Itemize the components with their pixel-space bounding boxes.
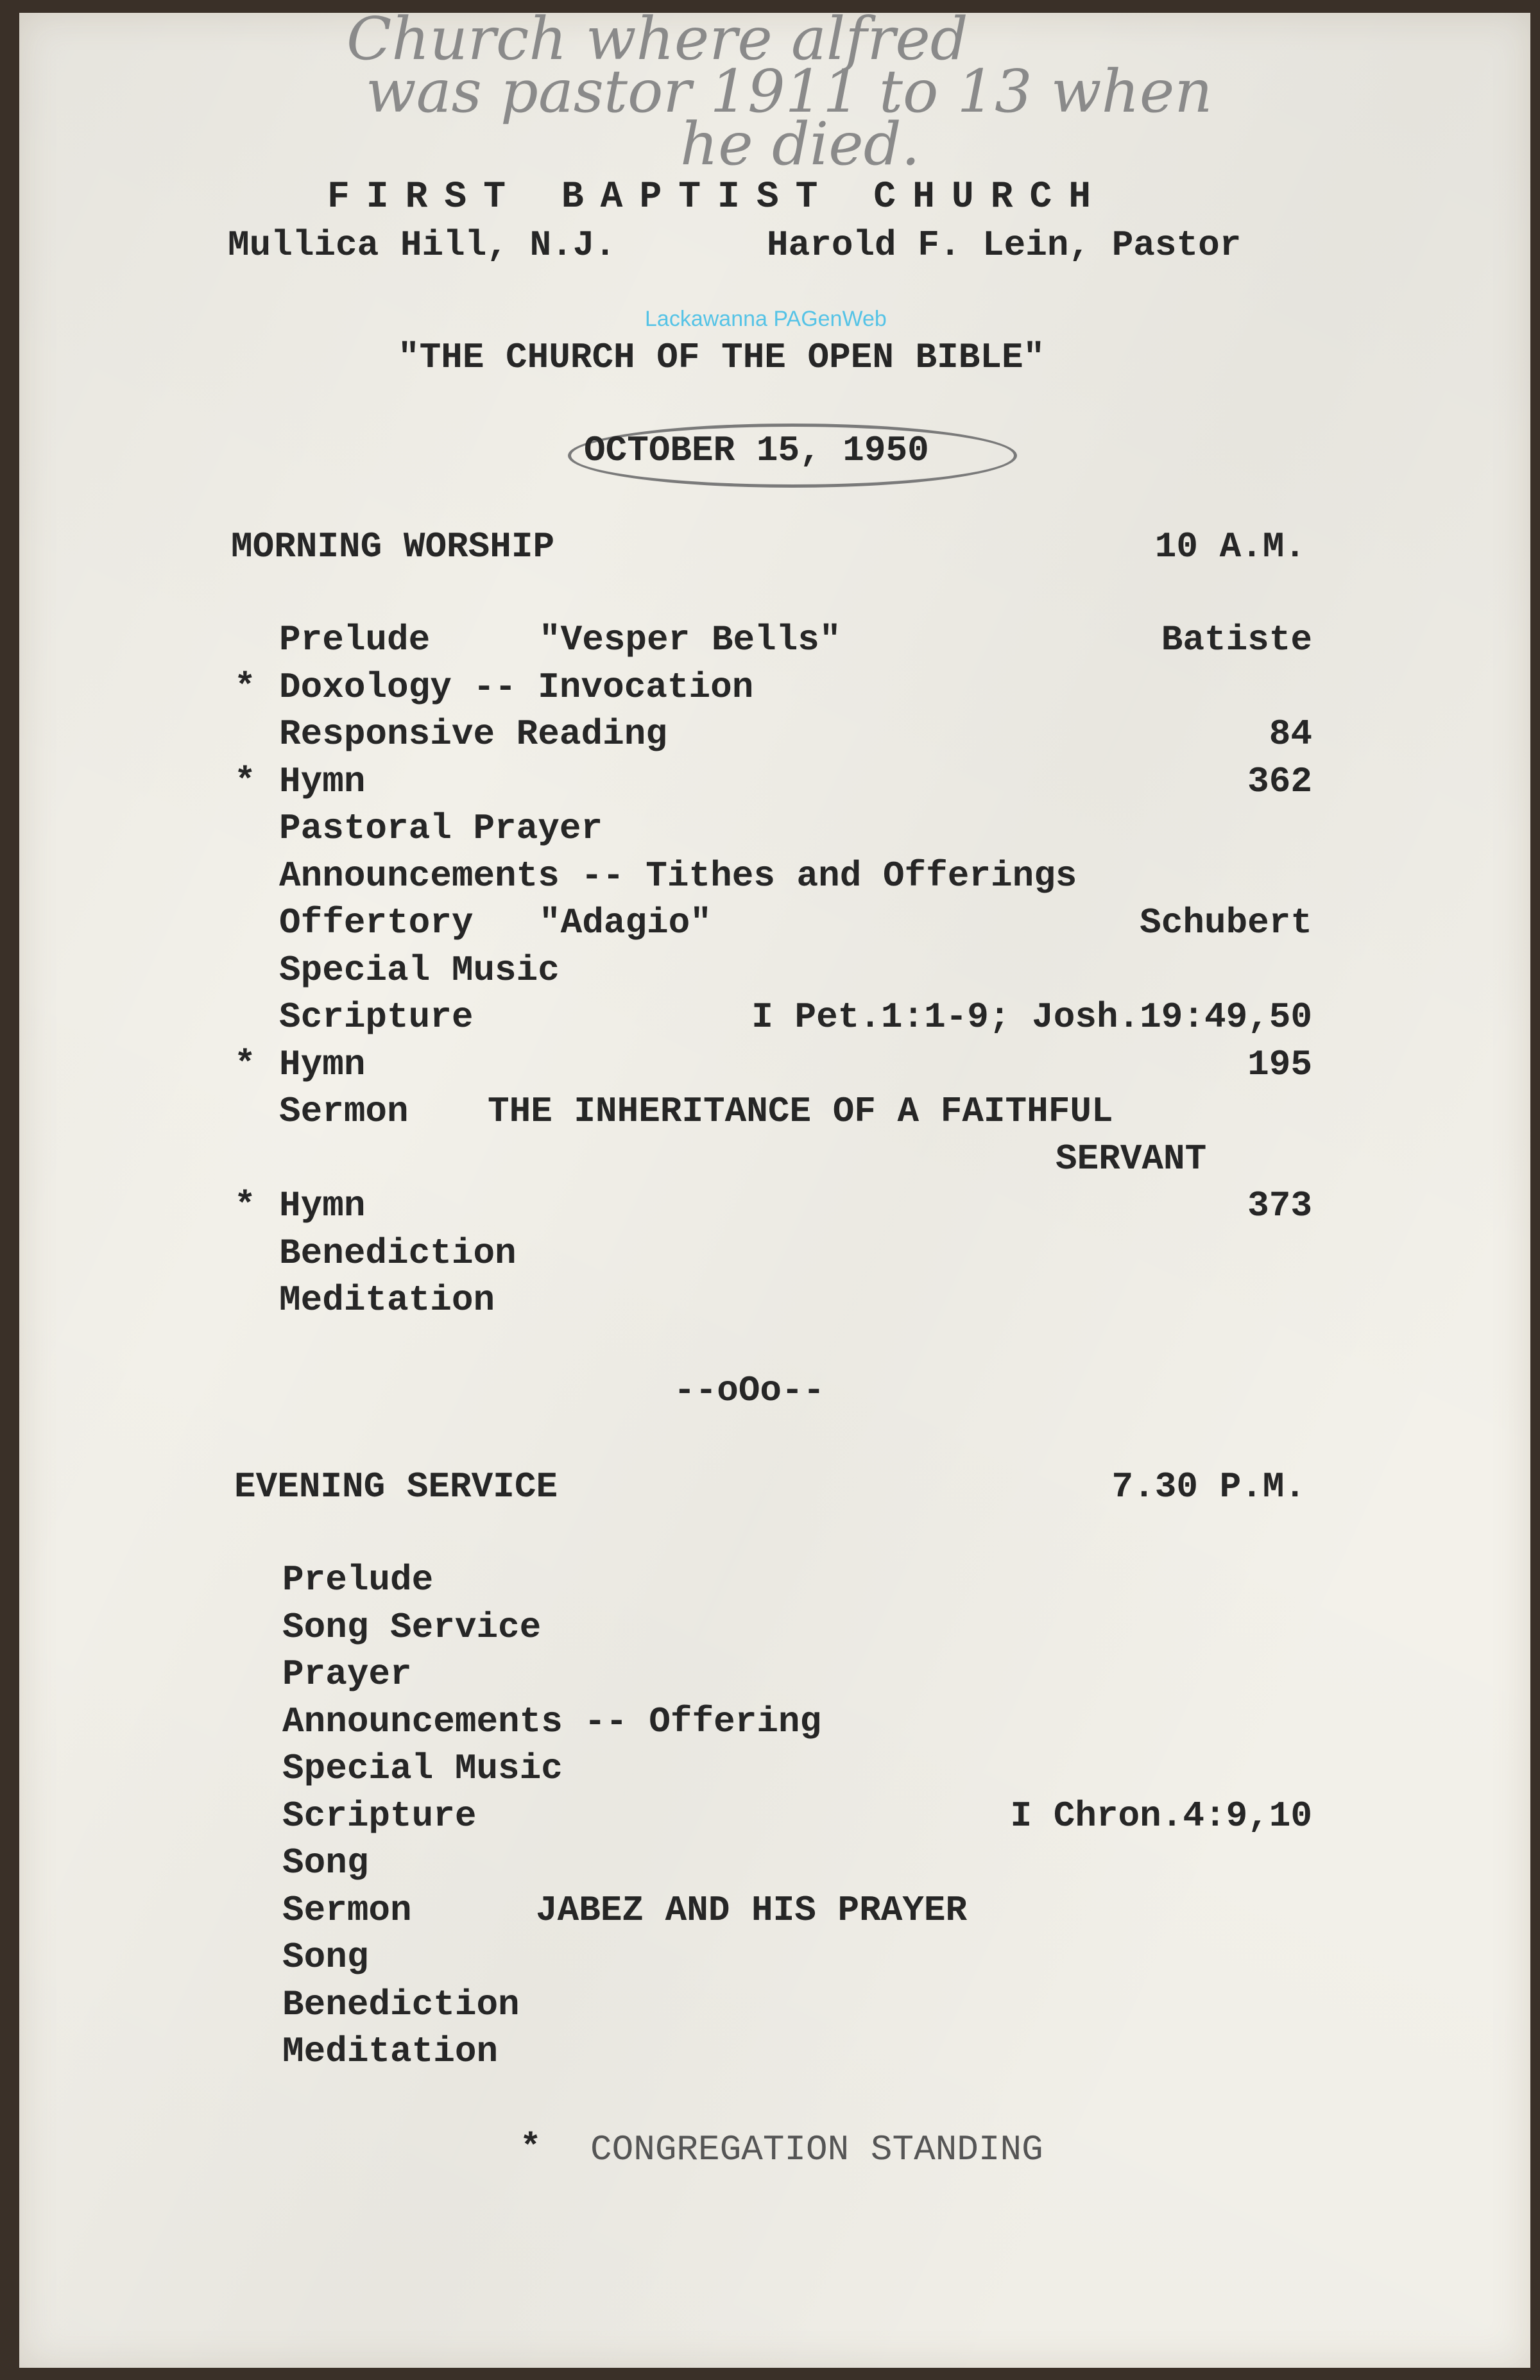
morning-time: 10 A.M.	[1154, 526, 1306, 567]
service-item-label: Hymn	[279, 1043, 366, 1085]
standing-marker: *	[234, 666, 256, 708]
service-item-label: Song Service	[282, 1606, 542, 1648]
handwritten-line: he died.	[680, 110, 920, 178]
service-item-label: Prayer	[282, 1654, 412, 1695]
service-item-label: Scripture	[282, 1795, 477, 1836]
pastor-name: Harold F. Lein, Pastor	[767, 225, 1242, 266]
service-item-reference: I Chron.4:9,10	[1010, 1795, 1312, 1836]
service-item-label: Meditation	[282, 2031, 499, 2072]
service-item-reference: Schubert	[1140, 902, 1312, 943]
service-item-label: Prelude	[282, 1559, 434, 1600]
service-item-reference: 195	[1247, 1043, 1312, 1085]
service-item-detail: JABEZ AND HIS PRAYER	[536, 1889, 968, 1931]
service-item-label: Benediction	[279, 1232, 517, 1274]
handwritten-line: Church where alfred	[346, 4, 968, 73]
service-item-label: Prelude	[279, 619, 431, 660]
morning-title: MORNING WORSHIP	[231, 526, 555, 567]
standing-marker: *	[234, 1043, 256, 1085]
church-name: FIRST BAPTIST CHURCH	[327, 176, 1108, 218]
section-divider: --oOo--	[674, 1370, 825, 1411]
standing-marker: *	[234, 760, 256, 802]
church-location: Mullica Hill, N.J.	[228, 225, 616, 266]
service-item-label: Special Music	[282, 1748, 563, 1789]
service-item-reference: Batiste	[1161, 619, 1312, 660]
service-item-label: Announcements -- Offering	[282, 1700, 822, 1742]
service-item-label: Sermon	[279, 1091, 409, 1132]
service-item-detail: THE INHERITANCE OF A FAITHFUL	[488, 1091, 1113, 1132]
service-item-reference: 362	[1247, 760, 1312, 802]
church-motto: "THE CHURCH OF THE OPEN BIBLE"	[398, 337, 1045, 378]
evening-time: 7.30 P.M.	[1111, 1466, 1306, 1507]
watermark: Lackawanna PAGenWeb	[645, 307, 887, 331]
service-item-label: Hymn	[279, 760, 366, 802]
footer-star: *	[520, 2127, 542, 2168]
service-item-reference: 373	[1247, 1185, 1312, 1226]
bulletin-page	[19, 4, 1530, 2368]
service-item-label: Hymn	[279, 1185, 366, 1226]
bulletin-date: OCTOBER 15, 1950	[584, 430, 929, 471]
service-item-reference: SERVANT	[1056, 1138, 1207, 1179]
service-item-label: Offertory	[279, 902, 474, 943]
service-item-label: Benediction	[282, 1983, 520, 2025]
standing-marker: *	[234, 1185, 256, 1226]
service-item-label: Responsive Reading	[279, 714, 667, 755]
service-item-detail: "Vesper Bells"	[539, 619, 841, 660]
footer-note: CONGREGATION STANDING	[590, 2129, 1043, 2170]
service-item-label: Scripture	[279, 997, 474, 1038]
service-item-label: Announcements -- Tithes and Offerings	[279, 855, 1077, 896]
handwritten-line: was pastor 1911 to 13 when	[366, 57, 1213, 126]
evening-title: EVENING SERVICE	[234, 1466, 558, 1507]
service-item-label: Doxology -- Invocation	[279, 666, 754, 708]
service-item-label: Special Music	[279, 949, 560, 991]
service-item-label: Sermon	[282, 1889, 412, 1931]
service-item-reference: 84	[1269, 714, 1312, 755]
service-item-detail: "Adagio"	[539, 902, 712, 943]
service-item-reference: I Pet.1:1-9; Josh.19:49,50	[751, 997, 1312, 1038]
handwritten-note	[321, 4, 1540, 178]
service-item-label: Meditation	[279, 1280, 495, 1321]
service-item-label: Song	[282, 1937, 369, 1978]
service-item-label: Song	[282, 1842, 369, 1883]
service-item-label: Pastoral Prayer	[279, 808, 603, 849]
